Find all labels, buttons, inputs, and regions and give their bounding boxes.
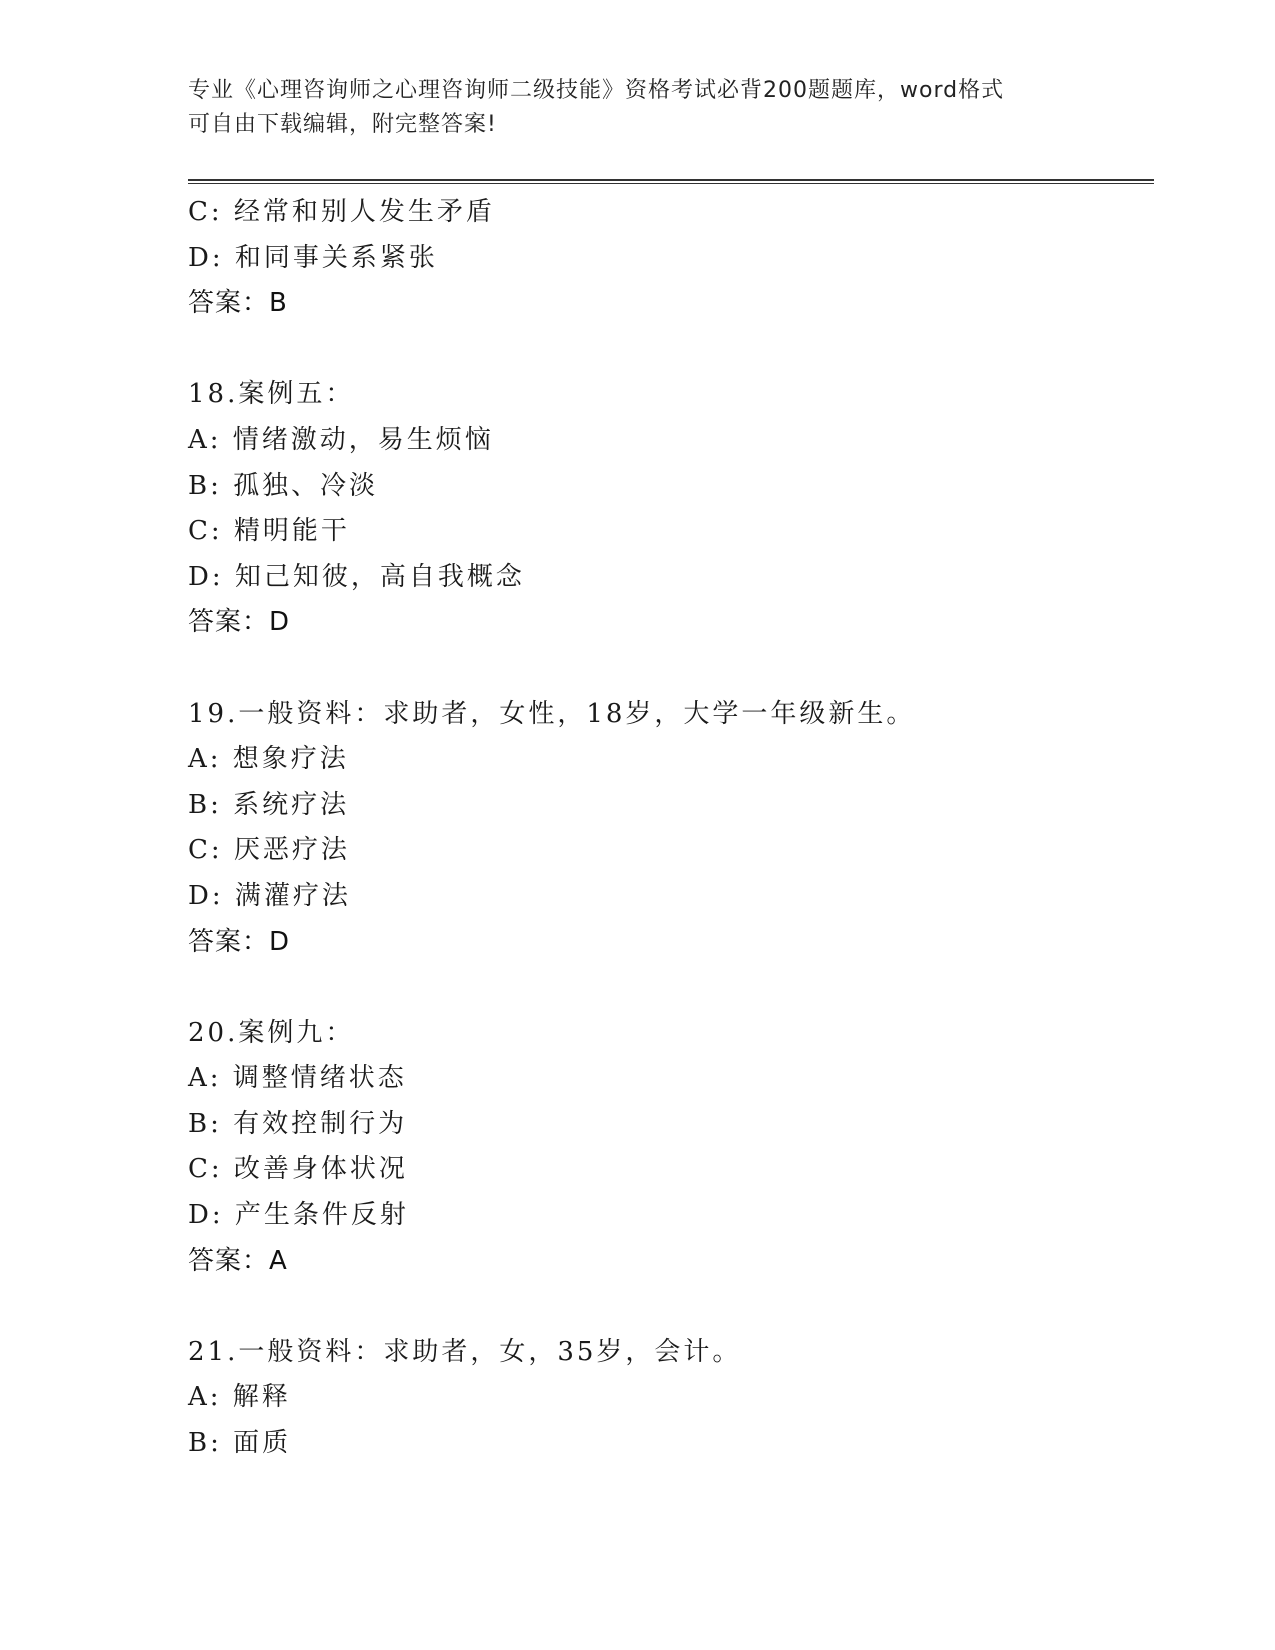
q20-stem: 20.案例九： (188, 1017, 355, 1048)
q20-option-d: D: 产生条件反射 (188, 1200, 409, 1231)
spacer (188, 965, 1154, 1011)
spacer (188, 327, 1154, 373)
spacer (188, 646, 1154, 692)
q19-option-b: B: 系统疗法 (188, 789, 350, 820)
header-title-line-1: 专业《心理咨询师之心理咨询师二级技能》资格考试必背200题题库，word格式 (188, 78, 1005, 103)
q21-stem: 21.一般资料：求助者，女，35岁，会计。 (188, 1336, 742, 1367)
header-title-line-2: 可自由下载编辑，附完整答案! (188, 112, 497, 137)
question-list (188, 190, 1154, 1467)
q20-answer: 答案：A (188, 1245, 288, 1276)
q17-option-c: C: 经常和别人发生矛盾 (188, 197, 495, 227)
header-divider (188, 179, 1154, 184)
q20-option-b: B: 有效控制行为 (188, 1108, 408, 1139)
q20-option-c: C: 改善身体状况 (188, 1154, 408, 1185)
q18-answer: 答案：D (188, 607, 291, 638)
q18-option-d: D: 知己知彼，高自我概念 (188, 561, 525, 592)
q18-option-b: B: 孤独、冷淡 (188, 470, 379, 501)
q17-answer: 答案：B (188, 288, 288, 319)
q19-stem: 19.一般资料：求助者，女性，18岁，大学一年级新生。 (188, 698, 916, 729)
spacer (188, 1284, 1154, 1330)
q19-option-a: A: 想象疗法 (188, 744, 349, 775)
q21-option-a: A: 解释 (188, 1382, 291, 1413)
q19-answer: 答案：D (188, 926, 291, 957)
q18-option-c: C: 精明能干 (188, 516, 350, 547)
q18-option-a: A: 情绪激动，易生烦恼 (188, 424, 494, 455)
q18-stem: 18.案例五： (188, 379, 355, 410)
q19-option-d: D: 满灌疗法 (188, 880, 351, 911)
q20-option-a: A: 调整情绪状态 (188, 1063, 407, 1094)
q21-option-b: B: 面质 (188, 1428, 292, 1459)
document-header (188, 74, 1088, 142)
q17-option-d: D: 和同事关系紧张 (188, 242, 438, 273)
q19-option-c: C: 厌恶疗法 (188, 835, 350, 866)
